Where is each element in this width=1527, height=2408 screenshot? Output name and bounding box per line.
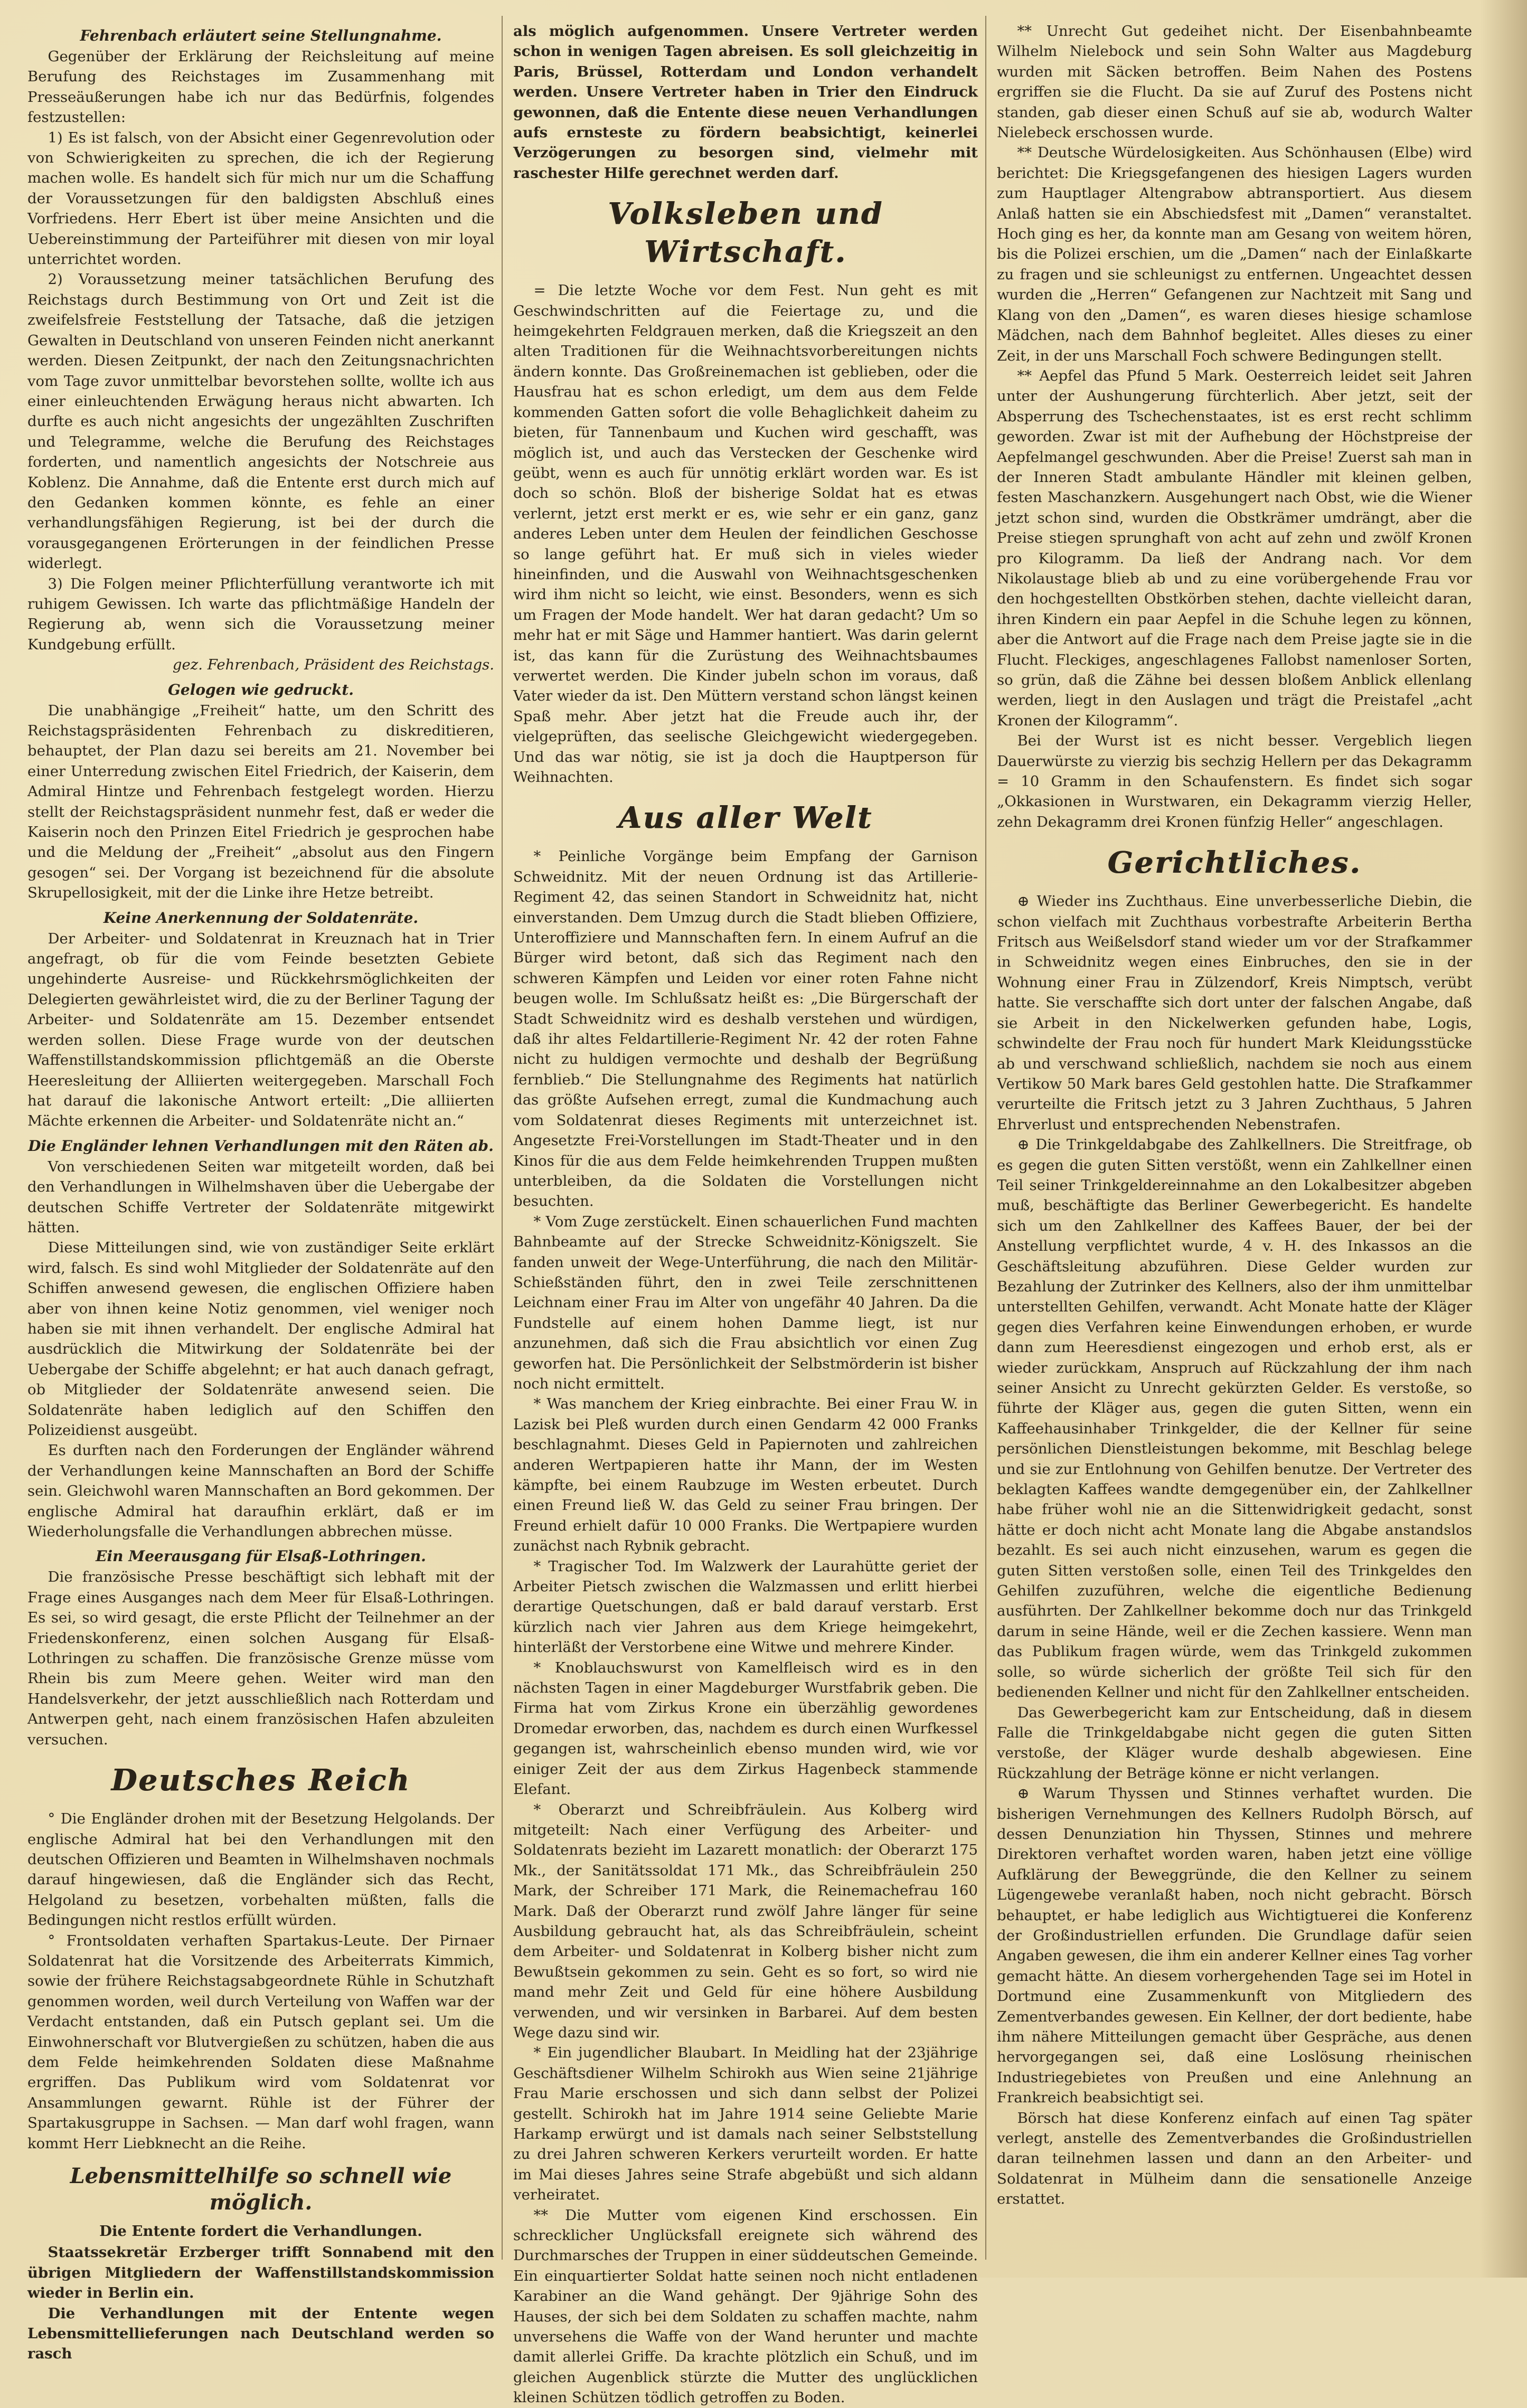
news-item: ** Die Mutter vom eigenen Kind erschossen. Ein schrecklicher Unglücksfall ereignete sich während des Durchmarsches der Truppen in einer süddeutschen Gemeinde. Ein einquartierter Soldat hatte seinen noch nicht entladenen Karabiner an die Wand gehängt. Der 9jährige Sohn des Hauses, der sich bei dem Soldaten zu schaffen machte, nahm unversehens die Waffe von der Wand herunter und machte damit allerlei Griffe. Da krachte plötzlich ein Schuß, und im gleichen Augenblick stürzte die Mutter des unglücklichen kleinen Schützen tödlich getroffen zu Boden. (513, 2206, 978, 2406)
headline-englaender: Die Engländer lehnen Verhandlungen mit den Räten ab. (28, 1137, 494, 1155)
court-item: ⊕ Warum Thyssen und Stinnes verhaftet wurden. Die bisherigen Vernehmungen des Kellners Rudolph Börsch, auf dessen Denunziation hin Thyssen, Stinnes und mehrere Direktoren verhaftet worden waren, haben jetzt eine völlige Aufklärung der Beweggründe, die den Kellner zu seinem Lügengewebe veranlaßt haben, noch nicht gebracht. Börsch behauptet, er habe lediglich aus Wichtigtuerei die Konferenz der Großindustriellen erfunden. Die Grundlage dafür seien Angaben gewesen, die ihm ein anderer Kellner eines Tag vorher gemacht hätte. An diesem vorhergehenden Tage sei im Hotel in Dortmund eine Zusammenkunft von Mitgliedern des Zementverbandes gewesen. Ein Kellner, der dort bediente, habe ihm nähere Mitteilungen gemacht über Gespräche, aus denen hervorgegangen sei, daß eine Loslösung rheinischen Industriegebietes von Preußen und eine Anlehnung an Frankreich beabsichtigt sei. (997, 1785, 1472, 2107)
news-item: ** Unrecht Gut gedeihet nicht. Der Eisenbahnbeamte Wilhelm Nielebock und sein Sohn Walter aus Magdeburg wurden mit Säcken betroffen. Beim Nahen des Postens ergriffen sie die Flucht. Da sie auf Zuruf des Postens nicht standen, gab dieser einen Schuß auf sie ab, wodurch Walter Nielebeck erschossen wurde. (997, 23, 1472, 141)
signature: gez. Fehrenbach, Präsident des Reichstags. (172, 656, 494, 674)
news-item: * Tragischer Tod. Im Walzwerk der Laurahütte geriet der Arbeiter Pietsch zwischen die Walzmassen und erlitt hierbei derartige Quetschungen, daß er bald darauf verstarb. Erst kürzlich nach vier Jahren aus dem Kriege heimgekehrt, hinterläßt der Verstorbene eine Witwe und mehrere Kinder. (513, 1557, 978, 1656)
paragraph: Staatssekretär Erzberger trifft Sonnabend mit den übrigen Mitgliedern der Waffenstillstandskommission wieder in Berlin ein. (27, 2244, 494, 2302)
column-rule-1 (502, 16, 503, 2260)
section-deutsches-reich: Deutsches Reich (111, 1763, 411, 1798)
paragraph: Diese Mitteilungen sind, wie von zuständiger Seite erklärt wird, falsch. Es sind wohl Mitglieder der Soldatenräte auf den Schiffen anwesend gewesen, die englischen Offiziere haben aber von ihnen keine Notiz genommen, viel weniger noch haben sie mit ihnen verhandelt. Der englische Admiral hat ausdrücklich die Mitwirkung der Soldatenräte bei der Uebergabe der Schiffe abgelehnt; er hat auch danach gefragt, ob Mitglieder der Soldatenräte anwesend seien. Die Soldatenräte haben lediglich auf den Schiffen den Polizeidienst ausgeübt. (27, 1239, 494, 1439)
paragraph: ° Frontsoldaten verhaften Spartakus-Leute. Der Pirnaer Soldatenrat hat die Vorsitzende des Arbeiterrats Kimmich, sowie der frühere Reichstagsabgeordnete Rühle in Schutzhaft genommen worden, weil durch Verteilung von Waffen war der Verdacht entstanden, daß ein Putsch geplant sei. Um die Einwohnerschaft vor Blutvergießen zu schützen, haben die aus dem Felde heimkehrenden Soldaten diese Maßnahme ergriffen. Das Publikum wird vom Soldatenrat vor Ansammlungen gewarnt. Rühle ist der Führer der Spartakusgruppe in Sachsen. — Man darf wohl fragen, wann kommt Herr Liebknecht an die Reihe. (27, 1932, 494, 2152)
section-aus-aller-welt: Aus aller Welt (618, 800, 873, 836)
news-item: * Knoblauchswurst von Kamelfleisch wird es in den nächsten Tagen in einer Magdeburger Wurstfabrik geben. Die Firma hat vom Zirkus Krone ein überzählig gewordenes Dromedar erworben, das, nachdem es durch einen Wurfkessel gegangen ist, wahrscheinlich ebenso munden wird, wie vor einiger Zeit der aus dem Zirkus Hagenbeck stammende Elefant. (513, 1659, 978, 1798)
headline-fehrenbach: Fehrenbach erläutert seine Stellungnahme. (80, 27, 442, 44)
news-item: * Peinliche Vorgänge beim Empfang der Garnison Schweidnitz. Mit der neuen Ordnung ist das Artillerie-Regiment 42, das seinen Standort in Schweidnitz hat, nicht einverstanden. Dem Umzug durch die Stadt blieben Offiziere, Unteroffiziere und Mannschaften fern. In einem Aufruf an die Bürger wird betont, daß sich das Regiment nach den schweren Kämpfen und Leiden vor einer roten Fahne nicht beugen wolle. Im Schlußsatz heißt es: „Die Bürgerschaft der Stadt Schweidnitz wird es deshalb verstehen und würdigen, daß ihr altes Feldartillerie-Regiment Nr. 42 der roten Fahne nicht zu huldigen vermochte und deshalb der Begrüßung fernblieb.“ Die Stellungnahme des Regiments hat natürlich das größte Aufsehen erregt, zumal die Kundmachung auch vom Soldatenrat dieses Regiments mit unterzeichnet ist. Angesetzte Frei-Vorstellungen im Stadt-Theater und in den Kinos für die aus dem Felde heimkehrenden Truppen mußten unterbleiben, da die Soldaten die Vorstellungen nicht besuchten. (513, 848, 978, 1210)
paragraph: = Die letzte Woche vor dem Fest. Nun geht es mit Geschwindschritten auf die Feiertage zu, und die heimgekehrten Feldgrauen merken, daß die Kriegszeit an den alten Traditionen für die Weihnachtsvorbereitungen nichts ändern konnte. Das Großreinemachen ist geblieben, oder die Hausfrau hat es schon erledigt, um dem aus dem Felde kommenden Gatten sofort die volle Behaglichkeit daheim zu bieten, für Tannenbaum und Kuchen wird geschafft, was möglich ist, und auch das Verstecken der Geschenke wird geübt, wenn es auch für unnötig erklärt worden war. Es ist doch so schön. Bloß der bisherige Soldat hat es etwas verlernt, jetzt erst merkt er es, wie sehr er ein ganz, ganz anderes Leben unter dem Heulen der feindlichen Geschosse so lange geführt hat. Er muß sich in vieles wieder hineinfinden, und die Auswahl von Weihnachtsgeschenken wird ihm nicht so leicht, wie einst. Besonders, wenn es sich um Fragen der Mode handelt. Wer hat daran gedacht? Um so mehr hat er mit Säge und Hammer hantiert. Was darin gelernt ist, das kann für die Zurüstung des Weihnachtsbaumes verwertet werden. Die Kinder jubeln schon im voraus, daß Vater wieder da ist. Den Müttern verstand schon längst keinen Spaß mehr. Aber jetzt hat die Freude auch ihr, der vielgeprüften, das seelische Gleichgewicht wiedergegeben. Und das war nötig, sie ist ja doch die Hauptperson für Weihnachten. (513, 282, 978, 786)
news-item: * Oberarzt und Schreibfräulein. Aus Kolberg wird mitgeteilt: Nach einer Verfügung des Arbeiter- und Soldatenrats bezieht im Lazarett monatlich: der Oberarzt 175 Mk., der Sanitätssoldat 171 Mk., das Schreibfräulein 250 Mark, der Schreiber 171 Mark, die Reinemachefrau 160 Mark. Daß der Oberarzt rund zwölf Jahre länger für seine Ausbildung gebraucht hat, als das Schreibfräulein, scheint dem Arbeiter- und Soldatenrat in Kolberg bisher nicht zum Bewußtsein gekommen zu sein. Geht es so fort, so wird nie mand mehr Zeit und Geld für eine höhere Ausbildung verwenden, und wir versinken in Barbarei. Auf dem besten Wege dazu sind wir. (513, 1801, 978, 2041)
section-lebensmittelhilfe: Lebensmittelhilfe so schnell wie möglich. (70, 2164, 452, 2215)
section-gerichtliches: Gerichtliches. (1107, 845, 1362, 881)
paragraph: 2) Voraussetzung meiner tatsächlichen Berufung des Reichstags durch Bestimmung von Ort und Zeit ist die zweifelsfreie Feststellung der Tatsache, daß die jetzigen Gewalten in Deutschland von unseren Feinden nicht anerkannt werden. Diesen Zeitpunkt, der nach den Zeitungsnachrichten vom Tage zuvor unmittelbar bevorstehen sollte, wollte ich aus einer einleuchtenden Erwägung heraus nicht abwarten. Ich durfte es auch nicht angesichts der ungezählten Zuschriften und Telegramme, welche die Berufung des Reichstages forderten, und namentlich angesichts der Notschreie aus Koblenz. Die Annahme, daß die Entente erst durch mich auf den Gedanken kommen könnte, es fehle an einer verhandlungsfähigen Regierung, ist bei der durch die vorausgegangenen Erörterungen in der feindlichen Presse widerlegt. (27, 271, 494, 572)
subheadline-entente: Die Entente fordert die Verhandlungen. (99, 2223, 422, 2240)
paragraph: als möglich aufgenommen. Unsere Vertreter werden schon in wenigen Tagen abreisen. Es soll gleichzeitig in Paris, Brüssel, Rotterdam und London verhandelt werden. Unsere Vertreter haben in Trier den Eindruck gewonnen, daß die Entente diese neuen Verhandlungen aufs ernsteste zu fördern beabsichtigt, keinerlei Verzögerungen zu besorgen sind, vielmehr mit raschester Hilfe gerechnet werden darf. (513, 23, 978, 182)
page-edge-shadow (1479, 0, 1527, 2278)
news-item: * Was manchem der Krieg einbrachte. Bei einer Frau W. in Lazisk bei Pleß wurden durch einen Gendarm 42 000 Franks beschlagnahmt. Dieses Geld in Papiernoten und zahlreichen anderen Wertpapieren hatte ihr Mann, der im Westen kämpfte, bei einem Raubzuge im Westen erbeutet. Durch einen Freund ließ W. das Geld zu seiner Frau bringen. Der Freund erhielt dafür 10 000 Franks. Die Wertpapiere wurden zunächst nach Rybnik gebracht. (513, 1395, 978, 1555)
column-rule-2 (985, 16, 986, 2260)
news-item: ** Deutsche Würdelosigkeiten. Aus Schönhausen (Elbe) wird berichtet: Die Kriegsgefangenen des hiesigen Lagers wurden zum Hauptlager Altengrabow abtransportiert. Aus diesem Anlaß hatten sie ein Abschiedsfest mit „Damen“ veranstaltet. Hoch ging es her, da konnte man am Gesang von weitem hören, bis die Polizei erschien, um die „Damen“ nach der Einlaßkarte zu fragen und sie schleunigst zu entfernen. Ungeachtet dessen wurden die „Herren“ Gefangenen zur Nachtzeit mit Sang und Klang von den „Damen“, es waren dieses hiesige schamlose Mädchen, nach dem Bahnhof begleitet. Alles dieses zu einer Zeit, in der uns Marschall Foch schwere Bedingungen stellt. (997, 144, 1472, 364)
headline-meerausgang: Ein Meerausgang für Elsaß-Lothringen. (96, 1547, 426, 1565)
paragraph: Die Verhandlungen mit der Entente wegen Lebensmittellieferungen nach Deutschland werden so rasch (27, 2305, 494, 2363)
paragraph: Bei der Wurst ist es nicht besser. Vergeblich liegen Dauerwürste zu vierzig bis sechzig Hellern per das Dekagramm = 10 Gramm in den Schaufenstern. Es findet sich sogar „Okkasionen in Wurstwaren, ein Dekagramm vierzig Heller, zehn Dekagramm drei Kronen fünfzig Heller“ angeschlagen. (997, 732, 1472, 830)
court-item: ⊕ Die Trinkgeldabgabe des Zahlkellners. Die Streitfrage, ob es gegen die guten Sitten verstößt, wenn ein Zahlkellner einen Teil seiner Trinkgeldereinnahme an den Lokalbesitzer abgeben muß, beschäftigte das Berliner Gewerbegericht. Es handelte sich um den Zahlkellner des Kaffees Bauer, der bei der Anstellung verpflichtet wurde, 4 v. H. des Inkassos an die Geschäftsleitung abzuführen. Diese Gelder wurden zur Bezahlung der Zutrinker des Kellners, also der ihm unmittelbar unterstellten Gehilfen, verwandt. Acht Monate hatte der Kläger gegen dies Verfahren keine Einwendungen erhoben, er wurde dann zum Heeresdienst eingezogen und erhob erst, als er wieder zurückkam, Anspruch auf Rückzahlung der ihm nach seiner Ansicht zu Unrecht gekürzten Gelder. Es verstoße, so führte der Kläger aus, gegen die guten Sitten, wenn ein Kaffeehausinhaber Trinkgelder, die der Kellner für seine persönlichen Dienstleistungen bekomme, mit Beschlag belege und sie zur Entlohnung von Gehilfen benutze. Der Vertreter des beklagten Kaffees wandte demgegenüber ein, der Zahlkellner habe früher wohl nie an die Sittenwidrigkeit gedacht, sonst hätte er doch nicht acht Monate lang die Abgabe anstandslos bezahlt. Es sei auch nicht einzusehen, warum es gegen die guten Sitten verstoßen solle, einen Teil des Trinkgeldes den Gehilfen zuzuführen, welche die eigentliche Bedienung ausführten. Der Zahlkellner bekomme doch nur das Trinkgeld darum in seine Hände, weil er die Zechen kassiere. Wenn man das Publikum fragen würde, wem das Trinkgeld zukommen solle, so würde sicherlich der größte Teil sich für den bedienenden Kellner und nicht für den Zahlkellner entscheiden. (997, 1136, 1472, 1701)
news-item: * Vom Zuge zerstückelt. Einen schauerlichen Fund machten Bahnbeamte auf der Strecke Schweidnitz-Königszelt. Sie fanden unweit der Wege-Unterführung, die nach den Militär-Schießständen führt, den in zwei Teile zerschnittenen Leichnam einer Frau im Alter von ungefähr 40 Jahren. Da die Fundstelle auf einem hohen Damme liegt, ist nur anzunehmen, daß sich die Frau absichtlich vor einen Zug geworfen hat. Die Persönlichkeit der Selbstmörderin ist bisher noch nicht ermittelt. (513, 1213, 978, 1392)
paragraph: ° Die Engländer drohen mit der Besetzung Helgolands. Der englische Admiral hat bei den Verhandlungen mit den deutschen Offizieren und Beamten in Wilhelmshaven nochmals darauf hingewiesen, daß die Engländer sich das Recht, Helgoland zu besetzen, vorbehalten müßten, falls die Bedingungen nicht restlos erfüllt würden. (27, 1810, 494, 1929)
paragraph: 1) Es ist falsch, von der Absicht einer Gegenrevolution oder von Schwierigkeiten zu sprechen, die ich der Regierung machen wolle. Es handelt sich für mich nur um die Schaffung der Voraussetzungen für den baldigsten Abschluß eines Vorfriedens. Herr Ebert ist über meine Ansichten und die Uebereinstimmung der Parteiführer mit diesen von mir loyal unterrichtet worden. (27, 129, 494, 268)
headline-gelogen: Gelogen wie gedruckt. (167, 681, 354, 698)
news-item: * Ein jugendlicher Blaubart. In Meidling hat der 23jährige Geschäftsdiener Wilhelm Schirokh aus Wien seine 21jährige Frau Marie erschossen und sich dann selbst der Polizei gestellt. Schirokh hat im Jahre 1914 seine Geliebte Marie Harkamp erwürgt und ist damals nach seiner Selbststellung zu drei Jahren schweren Kerkers verurteilt worden. Er hatte im Mai dieses Jahres seine Strafe abgebüßt und sich aldann verheiratet. (513, 2044, 978, 2204)
court-item: ⊕ Wieder ins Zuchthaus. Eine unverbesserliche Diebin, die schon vielfach mit Zuchthaus vorbestrafte Arbeiterin Bertha Fritsch aus Weißelsdorf stand wieder um vor der Strafkammer in Schweidnitz wegen eines Einbruches, den sie in der Wohnung einer Frau in Zülzendorf, Kreis Nimptsch, verübt hatte. Sie verschaffte sich dort unter der falschen Angabe, daß sie Arbeit in den Nickelwerken gefunden habe, Logis, schwindelte der Frau noch für hundert Mark Kleidungsstücke ab und verschwand schließlich, nachdem sie noch aus einem Vertikow 50 Mark bares Geld gestohlen hatte. Die Strafkammer verurteilte die Fritsch jetzt zu 3 Jahren Zuchthaus, 5 Jahren Ehrverlust und entsprechenden Nebenstrafen. (997, 893, 1472, 1133)
paragraph: Börsch hat diese Konferenz einfach auf einen Tag später verlegt, anstelle des Zementverbandes die Großindustriellen daran teilnehmen lassen und dann an den Arbeiter- und Soldatenrat in Mülheim dann die sensationelle Anzeige erstattet. (997, 2109, 1472, 2208)
paragraph: Das Gewerbegericht kam zur Entscheidung, daß in diesem Falle die Trinkgeldabgabe nicht gegen die guten Sitten verstoße, der Kläger wurde deshalb abgewiesen. Eine Rückzahlung der Beträge könne er nicht verlangen. (997, 1704, 1472, 1782)
column-2 (513, 21, 978, 2406)
section-volksleben: Volksleben und Wirtschaft. (608, 196, 883, 270)
paragraph: Es durften nach den Forderungen der Engländer während der Verhandlungen keine Mannschaften an Bord der Schiffe sein. Gleichwohl waren Mannschaften an Bord gekommen. Der englische Admiral hat daraufhin erklärt, daß er im Wiederholungsfalle die Verhandlungen abbrechen müsse. (27, 1442, 494, 1541)
column-3 (997, 21, 1472, 2254)
column-1 (27, 21, 494, 2363)
paragraph: Gegenüber der Erklärung der Reichsleitung auf meine Berufung des Reichstages im Zusammenhang mit Presseäußerungen habe ich nur das Bedürfnis, folgendes festzustellen: (27, 48, 494, 126)
paragraph: Der Arbeiter- und Soldatenrat in Kreuznach hat in Trier angefragt, ob für die vom Feinde besetzten Gebiete ungehinderte Ausreise- und Rückkehrsmöglichkeiten der Delegierten gewährleistet wird, die zu der Berliner Tagung der Arbeiter- und Soldatenräte am 15. Dezember entsendet werden sollen. Diese Frage wurde von der deutschen Waffenstillstandskommission pflichtgemäß an die Oberste Heeresleitung der Alliierten weitergegeben. Marschall Foch hat darauf die lakonische Antwort erteilt: „Die alliierten Mächte erkennen die Arbeiter- und Soldatenräte nicht an.“ (27, 930, 494, 1130)
paragraph: 3) Die Folgen meiner Pflichterfüllung verantworte ich mit ruhigem Gewissen. Ich warte das pflichtmäßige Handeln der Regierung ab, wenn sich die Voraussetzung meiner Kundgebung erfüllt. (27, 575, 494, 653)
paragraph: Die französische Presse beschäftigt sich lebhaft mit der Frage eines Ausganges nach dem Meer für Elsaß-Lothringen. Es sei, so wird gesagt, die erste Pflicht der Teilnehmer an der Friedenskonferenz, einen solchen Ausgang für Elsaß-Lothringen zu schaffen. Die französische Grenze müsse vom Rhein bis zum Meere gehen. Weiter wird man den Handelsverkehr, der jetzt ausschließlich nach Rotterdam und Antwerpen geht, nach einem französischen Hafen abzuleiten versuchen. (27, 1569, 494, 1748)
news-item: ** Aepfel das Pfund 5 Mark. Oesterreich leidet seit Jahren unter der Aushungerung fürchterlich. Aber jetzt, seit der Absperrung des Tschechenstaates, ist es erst recht schlimm geworden. Zwar ist mit der Aufhebung der Höchstpreise der Aepfelmangel geschwunden. Aber die Preise! Zuerst sah man in der Inneren Stadt ambulante Händler mit kleinen gelben, festen Maschanzkern. Ausgehungert nach Obst, wie die Wiener jetzt schon sind, wurden die Obstkrämer umdrängt, aber die Preise stiegen sprunghaft von acht auf zehn und zwölf Kronen pro Kilogramm. Da ließ der Andrang nach. Vor dem Nikolaustage blieb ab und zu eine vorübergehende Frau vor den hochgestellten Obstkörben stehen, dachte vielleicht daran, ihren Kindern ein paar Aepfel in die Schuhe legen zu können, aber die Antwort auf die Frage nach dem Preise jagte sie in die Flucht. Fleckiges, angeschlagenes Fallobst namenloser Sorten, so grün, daß die Zähne bei dessen bloßem Anblick ellenlang werden, liegt in den Auslagen und trägt die Preistafel „acht Kronen der Kilogramm“. (997, 367, 1472, 729)
headline-soldatenraete: Keine Anerkennung der Soldatenräte. (103, 909, 419, 927)
paragraph: Die unabhängige „Freiheit“ hatte, um den Schritt des Reichstagspräsidenten Fehrenbach zu diskreditieren, behauptet, der Plan dazu sei bereits am 21. November bei einer Unterredung zwischen Eitel Friedrich, der Kaiserin, dem Admiral Hintze und Fehrenbach festgelegt worden. Hierzu stellt der Reichstagspräsident nunmehr fest, daß er weder die Kaiserin noch den Prinzen Eitel Friedrich je gesprochen habe und die Meldung der „Freiheit“ „absolut aus den Fingern gesogen“ sei. Der Vorgang ist bezeichnend für die absolute Skrupellosigkeit, mit der die Linke ihre Hetze betreibt. (27, 702, 494, 902)
paragraph: Von verschiedenen Seiten war mitgeteilt worden, daß bei den Verhandlungen in Wilhelmshaven über die Uebergabe der deutschen Schiffe Vertreter der Soldatenräte mitgewirkt hätten. (27, 1158, 494, 1236)
